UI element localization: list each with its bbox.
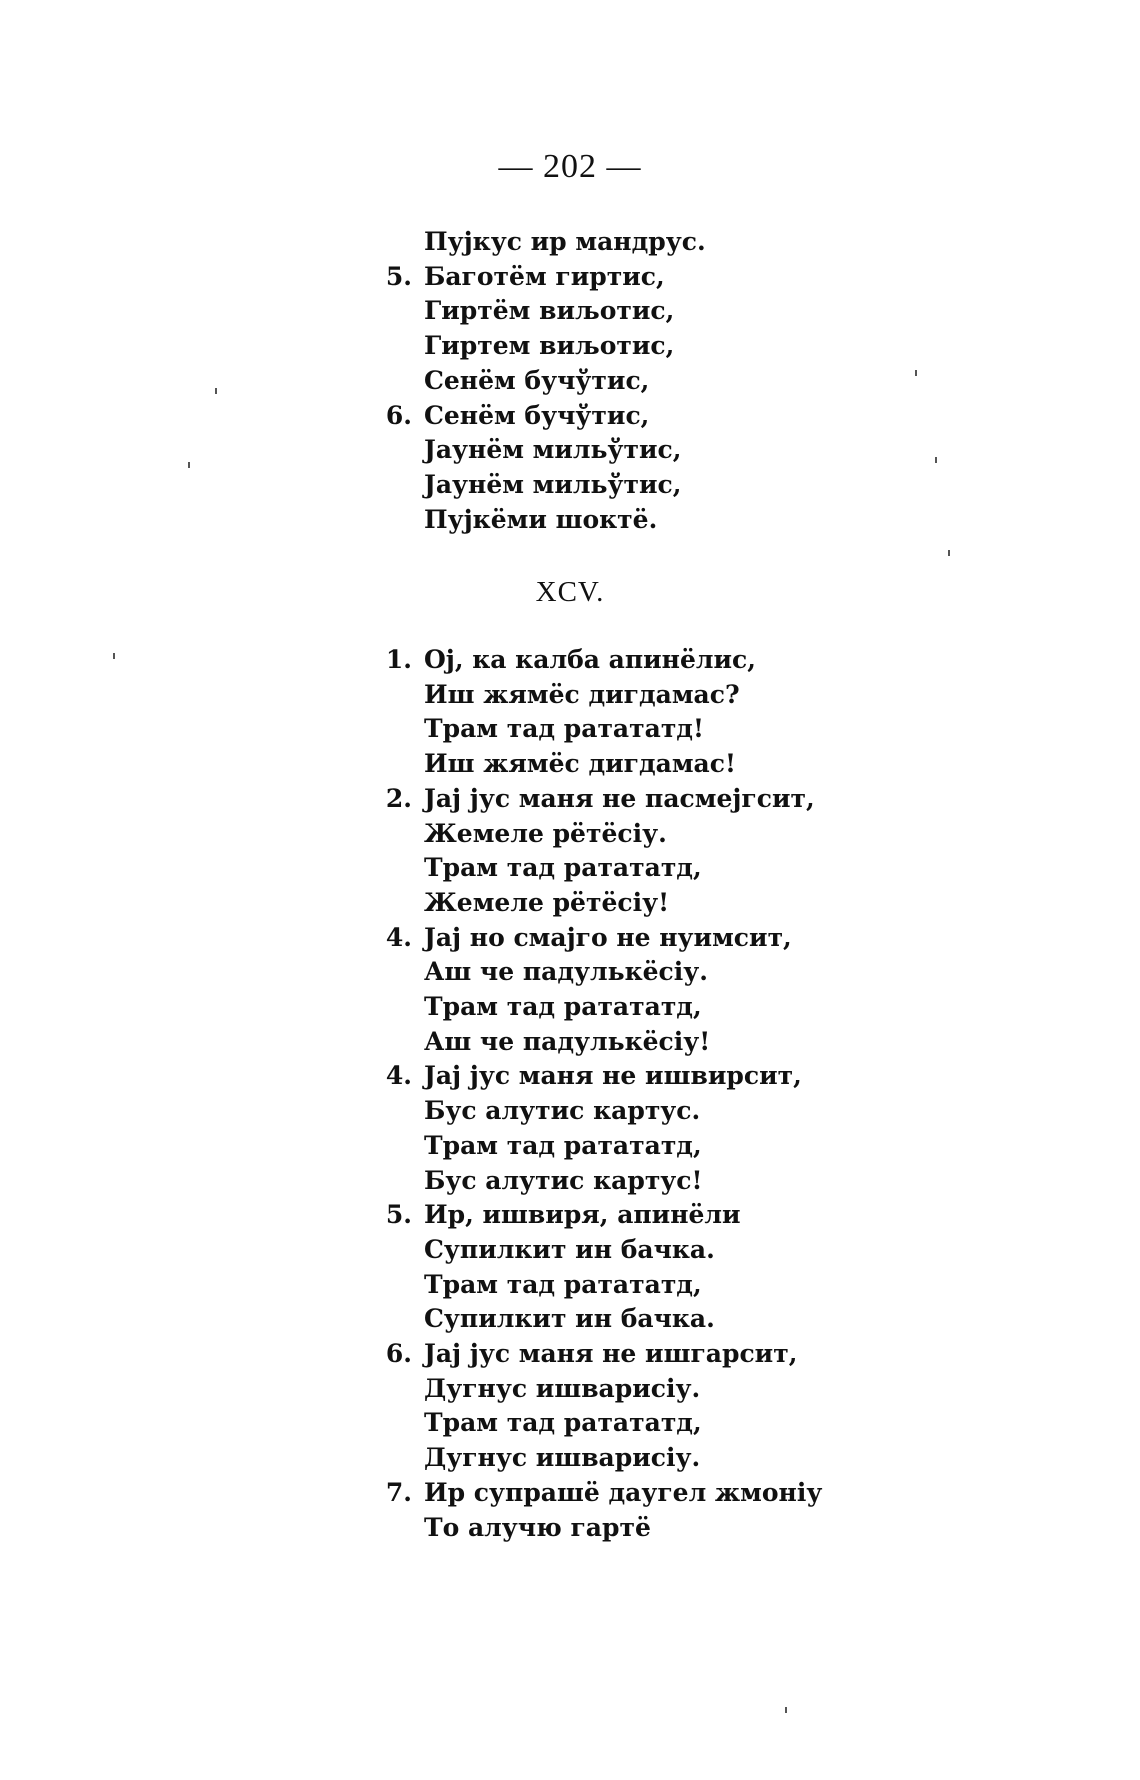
verse-text: Баготём гиртис, — [424, 261, 665, 291]
paper-speck — [188, 462, 190, 468]
verse-text: Супилкит ин бачка. — [424, 1234, 715, 1264]
verse-text: Иш жямёс дигдамас? — [424, 679, 740, 709]
verse-text: Јаунём мильўтис, — [424, 469, 682, 499]
verse-text: Аш че падулькёсіу. — [424, 957, 708, 987]
verse-text: Сенём бучўтис, — [424, 365, 650, 395]
verse-text: То алучю гартё — [424, 1512, 651, 1542]
verse-text: Јај јус маня не ишгарсит, — [424, 1339, 798, 1368]
verse-text: Бус алутис картус. — [424, 1096, 701, 1126]
page-number: — 202 — — [498, 148, 642, 185]
verse-number: 5. — [385, 261, 412, 291]
verse-text: Трам тад ратататд, — [424, 1269, 702, 1299]
verse-text: Бус алутис картус! — [424, 1165, 703, 1195]
verse-text: Супилкит ин бачка. — [424, 1304, 715, 1334]
verse-text: Пујкёми шоктё. — [424, 504, 658, 534]
verse-text: Јаунём мильўтис, — [424, 435, 682, 465]
verse-number: 7. — [385, 1477, 412, 1507]
verse-text: Јај јус маня не ишвирсит, — [424, 1061, 802, 1091]
verse-text: Трам тад ратататд, — [424, 853, 702, 883]
verse-text: Гиртем виљотис, — [424, 331, 675, 361]
verse-number: 1. — [385, 645, 412, 674]
paper-speck — [785, 1707, 787, 1713]
section-heading: XCV. — [535, 576, 605, 608]
verse-text: Гиртём виљотис, — [424, 296, 675, 326]
verse-text: Аш че падулькёсіу! — [424, 1026, 711, 1056]
verse-text: Трам тад ратататд! — [424, 714, 704, 744]
paper-speck — [948, 550, 950, 556]
verse-text: Трам тад ратататд, — [424, 1130, 702, 1160]
verse-text: Дугнус ишварисіу. — [424, 1443, 701, 1473]
paper-speck — [215, 388, 217, 394]
verse-text: Трам тад ратататд, — [424, 1408, 702, 1438]
verse-number: 4. — [385, 1061, 412, 1091]
verse-text: Ир, ишвиря, апинёли — [424, 1200, 741, 1230]
verse-text: Жемеле рётёсіу! — [424, 887, 670, 917]
paper-speck — [915, 370, 917, 376]
verse-text: Ир супрашё даугел жмоніу — [424, 1477, 823, 1507]
verse-text: Дугнус ишварисіу. — [424, 1373, 701, 1403]
verse-text: Сенём бучўтис, — [424, 400, 650, 430]
verse-number: 5. — [385, 1200, 412, 1230]
verse-number: 6. — [385, 400, 412, 430]
verse-text: Иш жямёс дигдамас! — [424, 749, 736, 779]
paper-speck — [935, 457, 937, 463]
verse-text: Јај но смајго не нуимсит, — [424, 922, 792, 952]
verse-number: 2. — [385, 783, 412, 813]
verse-number: 4. — [385, 922, 412, 952]
paper-speck — [113, 653, 115, 659]
verse-text: Пујкус ир мандрус. — [424, 227, 706, 256]
verse-text: Ој, ка калба апинёлис, — [424, 645, 756, 674]
verse-text: Жемеле рётёсіу. — [424, 818, 667, 848]
verse-text: Трам тад ратататд, — [424, 992, 702, 1021]
verse-text: Јај јус маня не пасмејгсит, — [424, 783, 815, 813]
verse-number: 6. — [385, 1339, 412, 1368]
